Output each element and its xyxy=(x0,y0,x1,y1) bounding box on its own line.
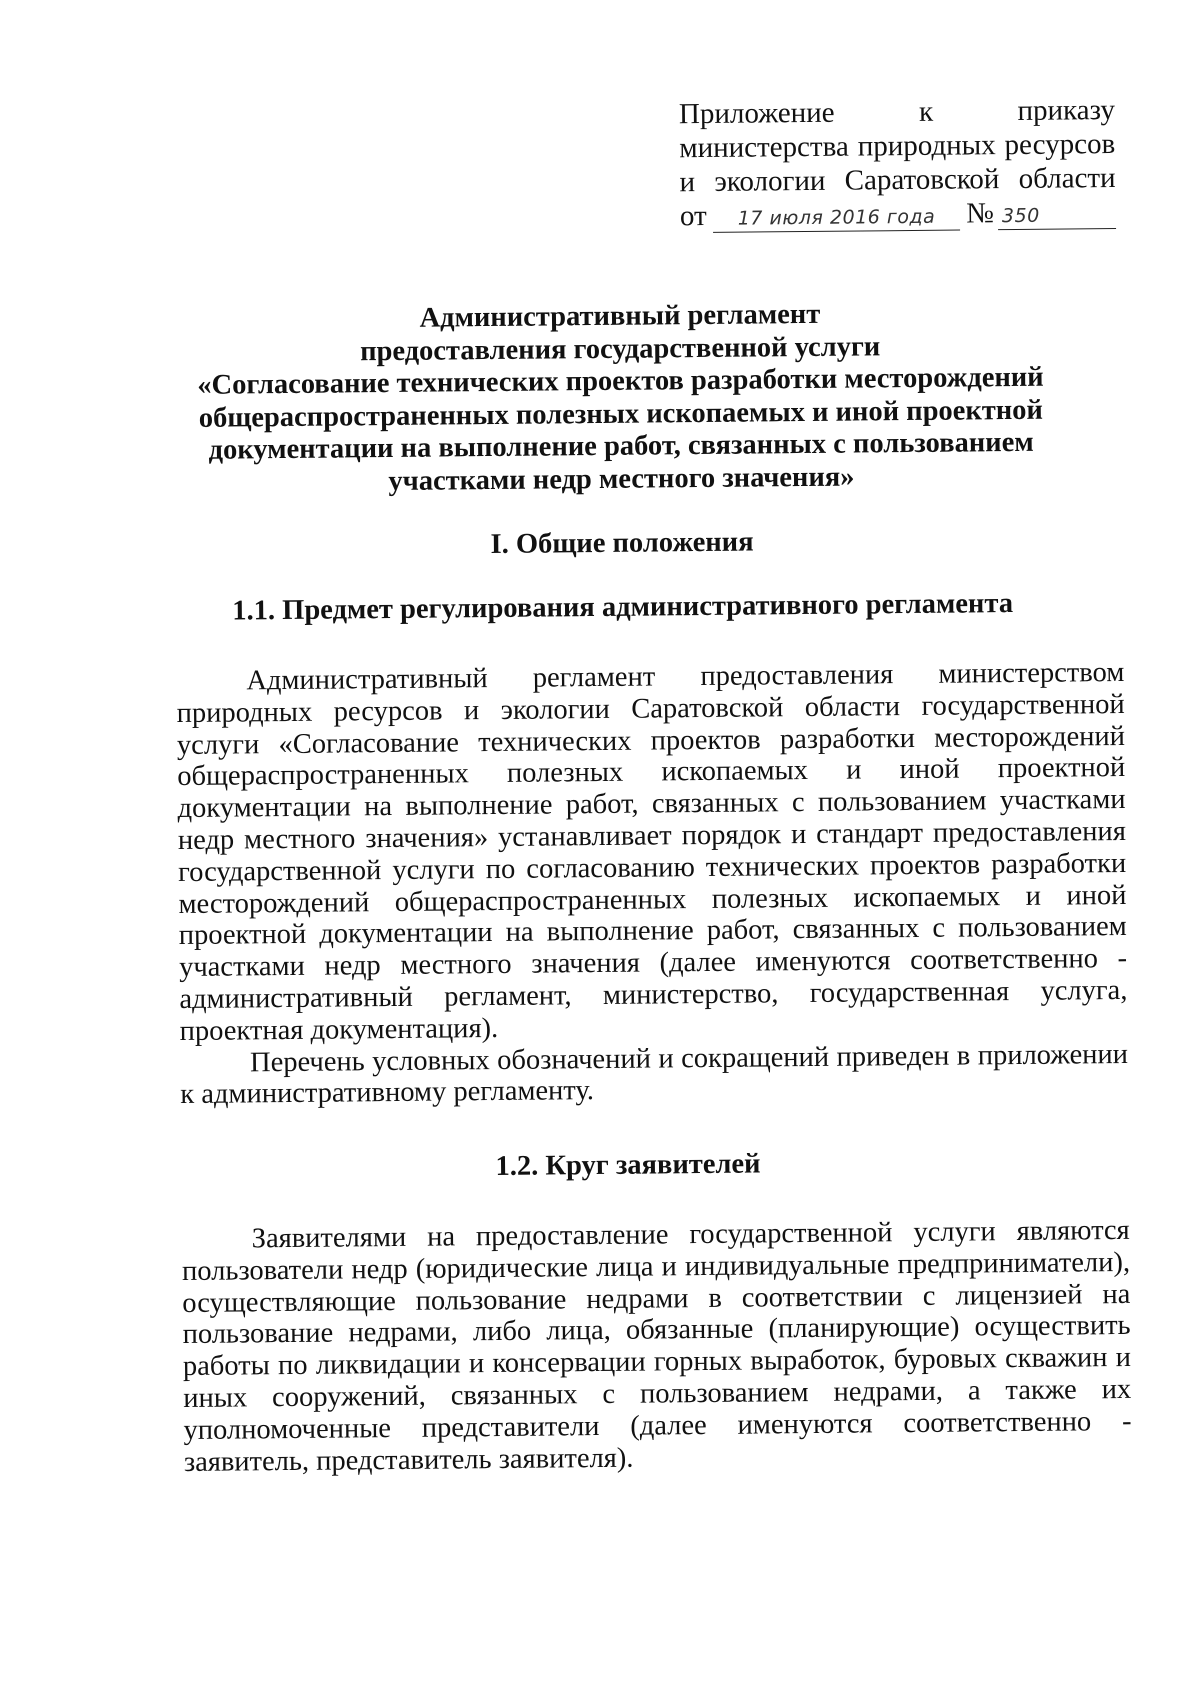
subsection-1-1-paragraph-1: Административный регламент предоставления министерством природных ресурсов и экологии Саратовской области государственной услуги «Согласование технических проектов разработки месторождений общераспространенных полезных ископаемых и иной проектной документации на выполнение работ, связанных с пользованием участками недр местного значения» устанавливает порядок и стандарт предоставления государственной услуги по согласованию технических проектов разработки месторождений общераспространенных полезных ископаемых и иной проектной документации на выполнение работ, связанных с пользованием участками недр местного значения (далее именуются соответственно - административный регламент, министерство, государственная услуга, проектная документация). xyxy=(176,656,1128,1047)
from-label: от xyxy=(679,199,707,233)
appendix-order-word: приказу xyxy=(1017,94,1116,127)
handwritten-date: 17 июля 2016 года xyxy=(713,204,961,233)
title-line-2: предоставления государственной услуги xyxy=(359,330,881,367)
appendix-block xyxy=(679,93,1116,233)
subsection-1-1-heading: 1.1. Предмет регулирования административного регламента xyxy=(232,588,1014,627)
subsection-1-1-paragraph-2: Перечень условных обозначений и сокращений приведен в приложении к административному регламенту. xyxy=(180,1038,1129,1111)
handwritten-number: 350 xyxy=(998,202,1116,230)
subsection-1-2-paragraph-1: Заявителями на предоставление государственной услуги являются пользователи недр (юридические лица и индивидуальные предприниматели), осуществляющие пользование недрами в соответствии с лицензией на пользование недрами, либо лица, обязанные (планирующие) осуществить работы по ликвидации и консервации горных выработок, буровых скважин и иных сооружений, связанных с пользованием недрами, а также их уполномоченные представители (далее именуются соответственно - заявитель, представитель заявителя). xyxy=(181,1214,1132,1478)
subsection-1-2-heading: 1.2. Круг заявителей xyxy=(495,1148,761,1183)
number-label: № xyxy=(966,197,995,230)
section-1-heading: I. Общие положения xyxy=(490,526,754,561)
appendix-line-3: и экологии Саратовской области xyxy=(679,162,1116,199)
appendix-line-1 xyxy=(679,93,1115,131)
title-line-4: общераспространенных полезных ископаемых и иной проектной xyxy=(198,394,1044,434)
subsection-1-1-body xyxy=(176,657,1128,1111)
title-line-3: «Согласование технических проектов разработки месторождений xyxy=(197,361,1044,401)
appendix-word: Приложение xyxy=(678,96,835,131)
title-line-6: участками недр местного значения» xyxy=(388,461,855,497)
title-line-5: документации на выполнение работ, связанных с пользованием xyxy=(208,426,1034,466)
subsection-1-2-body xyxy=(182,1215,1132,1478)
appendix-date-line xyxy=(680,195,1116,233)
appendix-line-2: министерства природных ресурсов xyxy=(679,128,1116,165)
appendix-preposition: к xyxy=(918,95,934,128)
title-line-1: Административный регламент xyxy=(419,298,821,334)
document-title xyxy=(175,297,1067,501)
